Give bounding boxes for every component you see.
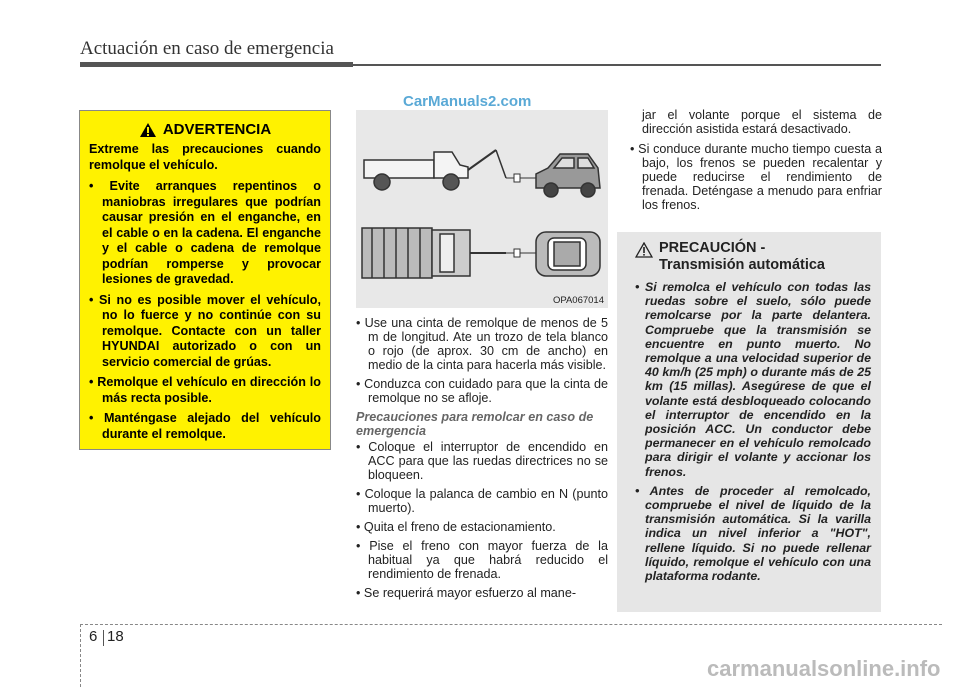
section-subheading: Precauciones para remolcar en caso de emergencia bbox=[356, 410, 594, 438]
header-rule-thick bbox=[80, 62, 353, 67]
towing-steps-list bbox=[356, 316, 608, 405]
tow-truck-top bbox=[362, 228, 506, 278]
brake-advice-list bbox=[630, 142, 882, 212]
warning-title: ADVERTENCIA bbox=[162, 121, 272, 138]
tow-truck-side bbox=[364, 150, 506, 190]
list-item: • Conduzca con cuidado para que la cinta de remolque no se afloje. bbox=[356, 377, 608, 405]
column-middle bbox=[356, 316, 608, 605]
warning-item: • Remolque el vehículo en dirección lo más recta posible. bbox=[89, 375, 321, 406]
section-number: 6 bbox=[89, 628, 98, 645]
list-item: • Se requerirá mayor esfuerzo al mane- bbox=[356, 586, 608, 600]
watermark-bottom: carmanualsonline.info bbox=[707, 656, 941, 681]
towed-car-top bbox=[536, 232, 600, 276]
caution-title-line1: PRECAUCIÓN - bbox=[659, 240, 766, 256]
caution-list bbox=[635, 280, 871, 583]
page-number: 18 bbox=[107, 628, 124, 645]
tow-truck-illustration bbox=[356, 110, 608, 300]
caution-item: • Antes de proceder al remolcado, compruebe el nivel de líquido de la transmisión automática. Si la varilla indica un nivel inferior a "HOT", rellene líquido. Si no puede rellenar líquido, remolque el vehículo con una plataforma rodante. bbox=[635, 484, 871, 583]
figure-caption: OPA067014 bbox=[552, 295, 604, 306]
continued-text: jar el volante porque el sistema de dirección asistida estará desactivado. bbox=[642, 108, 882, 136]
list-item: • Use una cinta de remolque de menos de 5 m de longitud. Ate un trozo de tela blanco o rojo (de aprox. 30 cm de ancho) en medio de la cinta para hacerla más visible. bbox=[356, 316, 608, 372]
footer-vertical-rule bbox=[80, 624, 81, 687]
towed-car-side bbox=[536, 154, 600, 197]
watermark-top: CarManuals2.com bbox=[403, 93, 532, 110]
caution-item: • Si remolca el vehículo con todas las ruedas sobre el suelo, sólo puede remolcarse por la parte delantera. Compruebe que la transmisión se encuentre en punto muerto. No remolque a una velocidad superior de 40 km/h (25 mph) o durante más de 25 km (15 millas). Asegúrese de que el volante está desbloqueado colocando el interruptor de encendido en la posición ACC. Un conductor debe permanecer en el vehículo remolcado para dirigir el volante y accionar los frenos. bbox=[635, 280, 871, 479]
header-rule-thin bbox=[353, 64, 881, 66]
warning-list bbox=[89, 179, 321, 442]
warning-triangle-icon bbox=[139, 122, 157, 138]
towing-illustration bbox=[356, 110, 608, 308]
caution-box bbox=[617, 232, 881, 612]
caution-title-line2: Transmisión automática bbox=[659, 257, 825, 273]
page-number-divider bbox=[103, 630, 104, 646]
warning-item: • Evite arranques repentinos o maniobras irregulares que podrían causar presión en el enganche, en el cable o en la cadena. El enganche y el cable o cadena de remolque podrían romperse y provocar lesiones de gravedad. bbox=[89, 179, 321, 288]
caution-heading bbox=[635, 240, 871, 274]
warning-heading bbox=[89, 121, 321, 138]
warning-intro: Extreme las precauciones cuando remolque el vehículo. bbox=[89, 142, 321, 172]
column-right bbox=[630, 108, 882, 212]
list-item: • Coloque el interruptor de encendido en ACC para que las ruedas directrices no se bloqueen. bbox=[356, 440, 608, 482]
page-header-title: Actuación en caso de emergencia bbox=[80, 38, 334, 59]
warning-item: • Manténgase alejado del vehículo durante el remolque. bbox=[89, 411, 321, 442]
emergency-precautions-list bbox=[356, 440, 608, 600]
caution-triangle-icon bbox=[635, 242, 653, 258]
list-item: • Coloque la palanca de cambio en N (punto muerto). bbox=[356, 487, 608, 515]
warning-item: • Si no es posible mover el vehículo, no lo fuerce y no continúe con su remolque. Contacte con un taller HYUNDAI autorizado o con un servicio comercial de grúas. bbox=[89, 293, 321, 371]
list-item: • Si conduce durante mucho tiempo cuesta a bajo, los frenos se pueden recalentar y puede reducirse el rendimiento de frenada. Deténgase a menudo para enfriar los frenos. bbox=[630, 142, 882, 212]
list-item: • Quita el freno de estacionamiento. bbox=[356, 520, 608, 534]
footer-rule bbox=[80, 624, 942, 625]
warning-box bbox=[79, 110, 331, 450]
list-item: • Pise el freno con mayor fuerza de la habitual ya que habrá reducido el rendimiento de frenada. bbox=[356, 539, 608, 581]
